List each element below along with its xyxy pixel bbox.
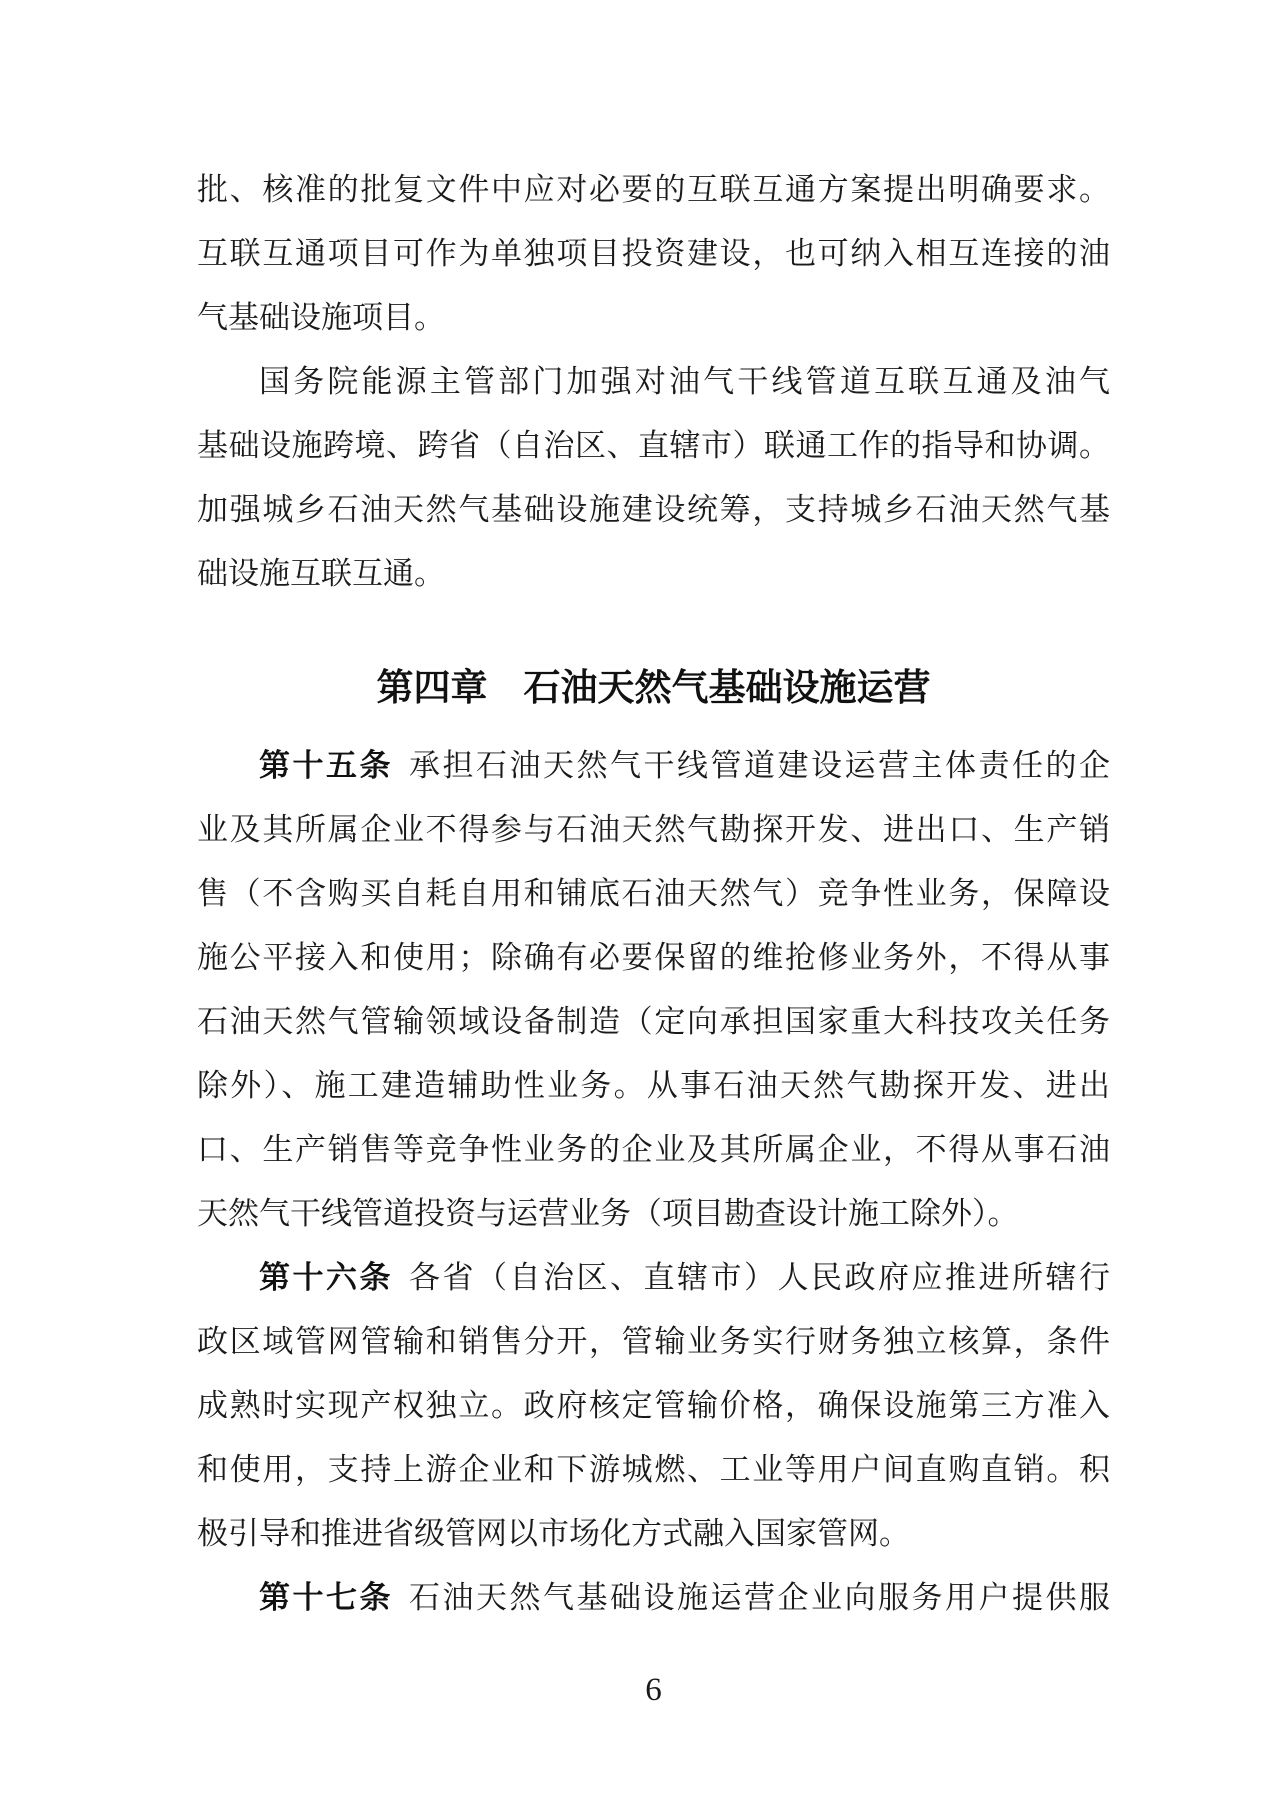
body-line: 极引导和推进省级管网以市场化方式融入国家管网。 [197,1516,910,1551]
article-16-label: 第十六条 [259,1260,393,1295]
body-line: 施公平接入和使用；除确有必要保留的维抢修业务外，不得从事 [197,940,1110,975]
body-line: 口、生产销售等竞争性业务的企业及其所属企业，不得从事石油 [197,1132,1110,1167]
body-line: 和使用，支持上游企业和下游城燃、工业等用户间直购直销。积 [197,1452,1110,1487]
body-line: 业及其所属企业不得参与石油天然气勘探开发、进出口、生产销 [197,812,1110,847]
body-line: 互联互通项目可作为单独项目投资建设，也可纳入相互连接的油 [197,236,1110,271]
chapter-heading [197,606,1110,734]
body-line: 天然气干线管道投资与运营业务（项目勘查设计施工除外）。 [197,1196,1019,1231]
body-line: 政区域管网管输和销售分开，管输业务实行财务独立核算，条件 [197,1324,1110,1359]
body-line: 础设施互联互通。 [197,556,445,591]
page-number: 6 [645,1672,662,1708]
body-text: 各省（自治区、直辖市）人民政府应推进所辖行 [409,1260,1110,1295]
body-line: 除外）、施工建造辅助性业务。从事石油天然气勘探开发、进出 [197,1068,1110,1103]
article-17-first-line [197,1566,1110,1630]
body-line: 国务院能源主管部门加强对油气干线管道互联互通及油气 [259,364,1110,399]
article-15-label: 第十五条 [259,748,393,783]
body-line: 加强城乡石油天然气基础设施建设统筹，支持城乡石油天然气基 [197,492,1110,527]
body-line: 批、核准的批复文件中应对必要的互联互通方案提出明确要求。 [197,172,1110,207]
article-17-label: 第十七条 [259,1580,393,1615]
body-line: 石油天然气管输领域设备制造（定向承担国家重大科技攻关任务 [197,1004,1110,1039]
body-text: 石油天然气基础设施运营企业向服务用户提供服 [409,1580,1110,1615]
body-line: 气基础设施项目。 [197,300,445,335]
page-content [197,158,1110,1630]
body-text: 承担石油天然气干线管道建设运营主体责任的企 [409,748,1110,783]
article-16-first-line [197,1246,1110,1310]
article-15-first-line [197,734,1110,798]
chapter-number: 第四章 [376,667,488,708]
body-line: 成熟时实现产权独立。政府核定管输价格，确保设施第三方准入 [197,1388,1110,1423]
body-line: 基础设施跨境、跨省（自治区、直辖市）联通工作的指导和协调。 [197,428,1110,463]
body-line: 售（不含购买自耗自用和铺底石油天然气）竞争性业务，保障设 [197,876,1110,911]
chapter-title: 石油天然气基础设施运营 [523,667,931,708]
